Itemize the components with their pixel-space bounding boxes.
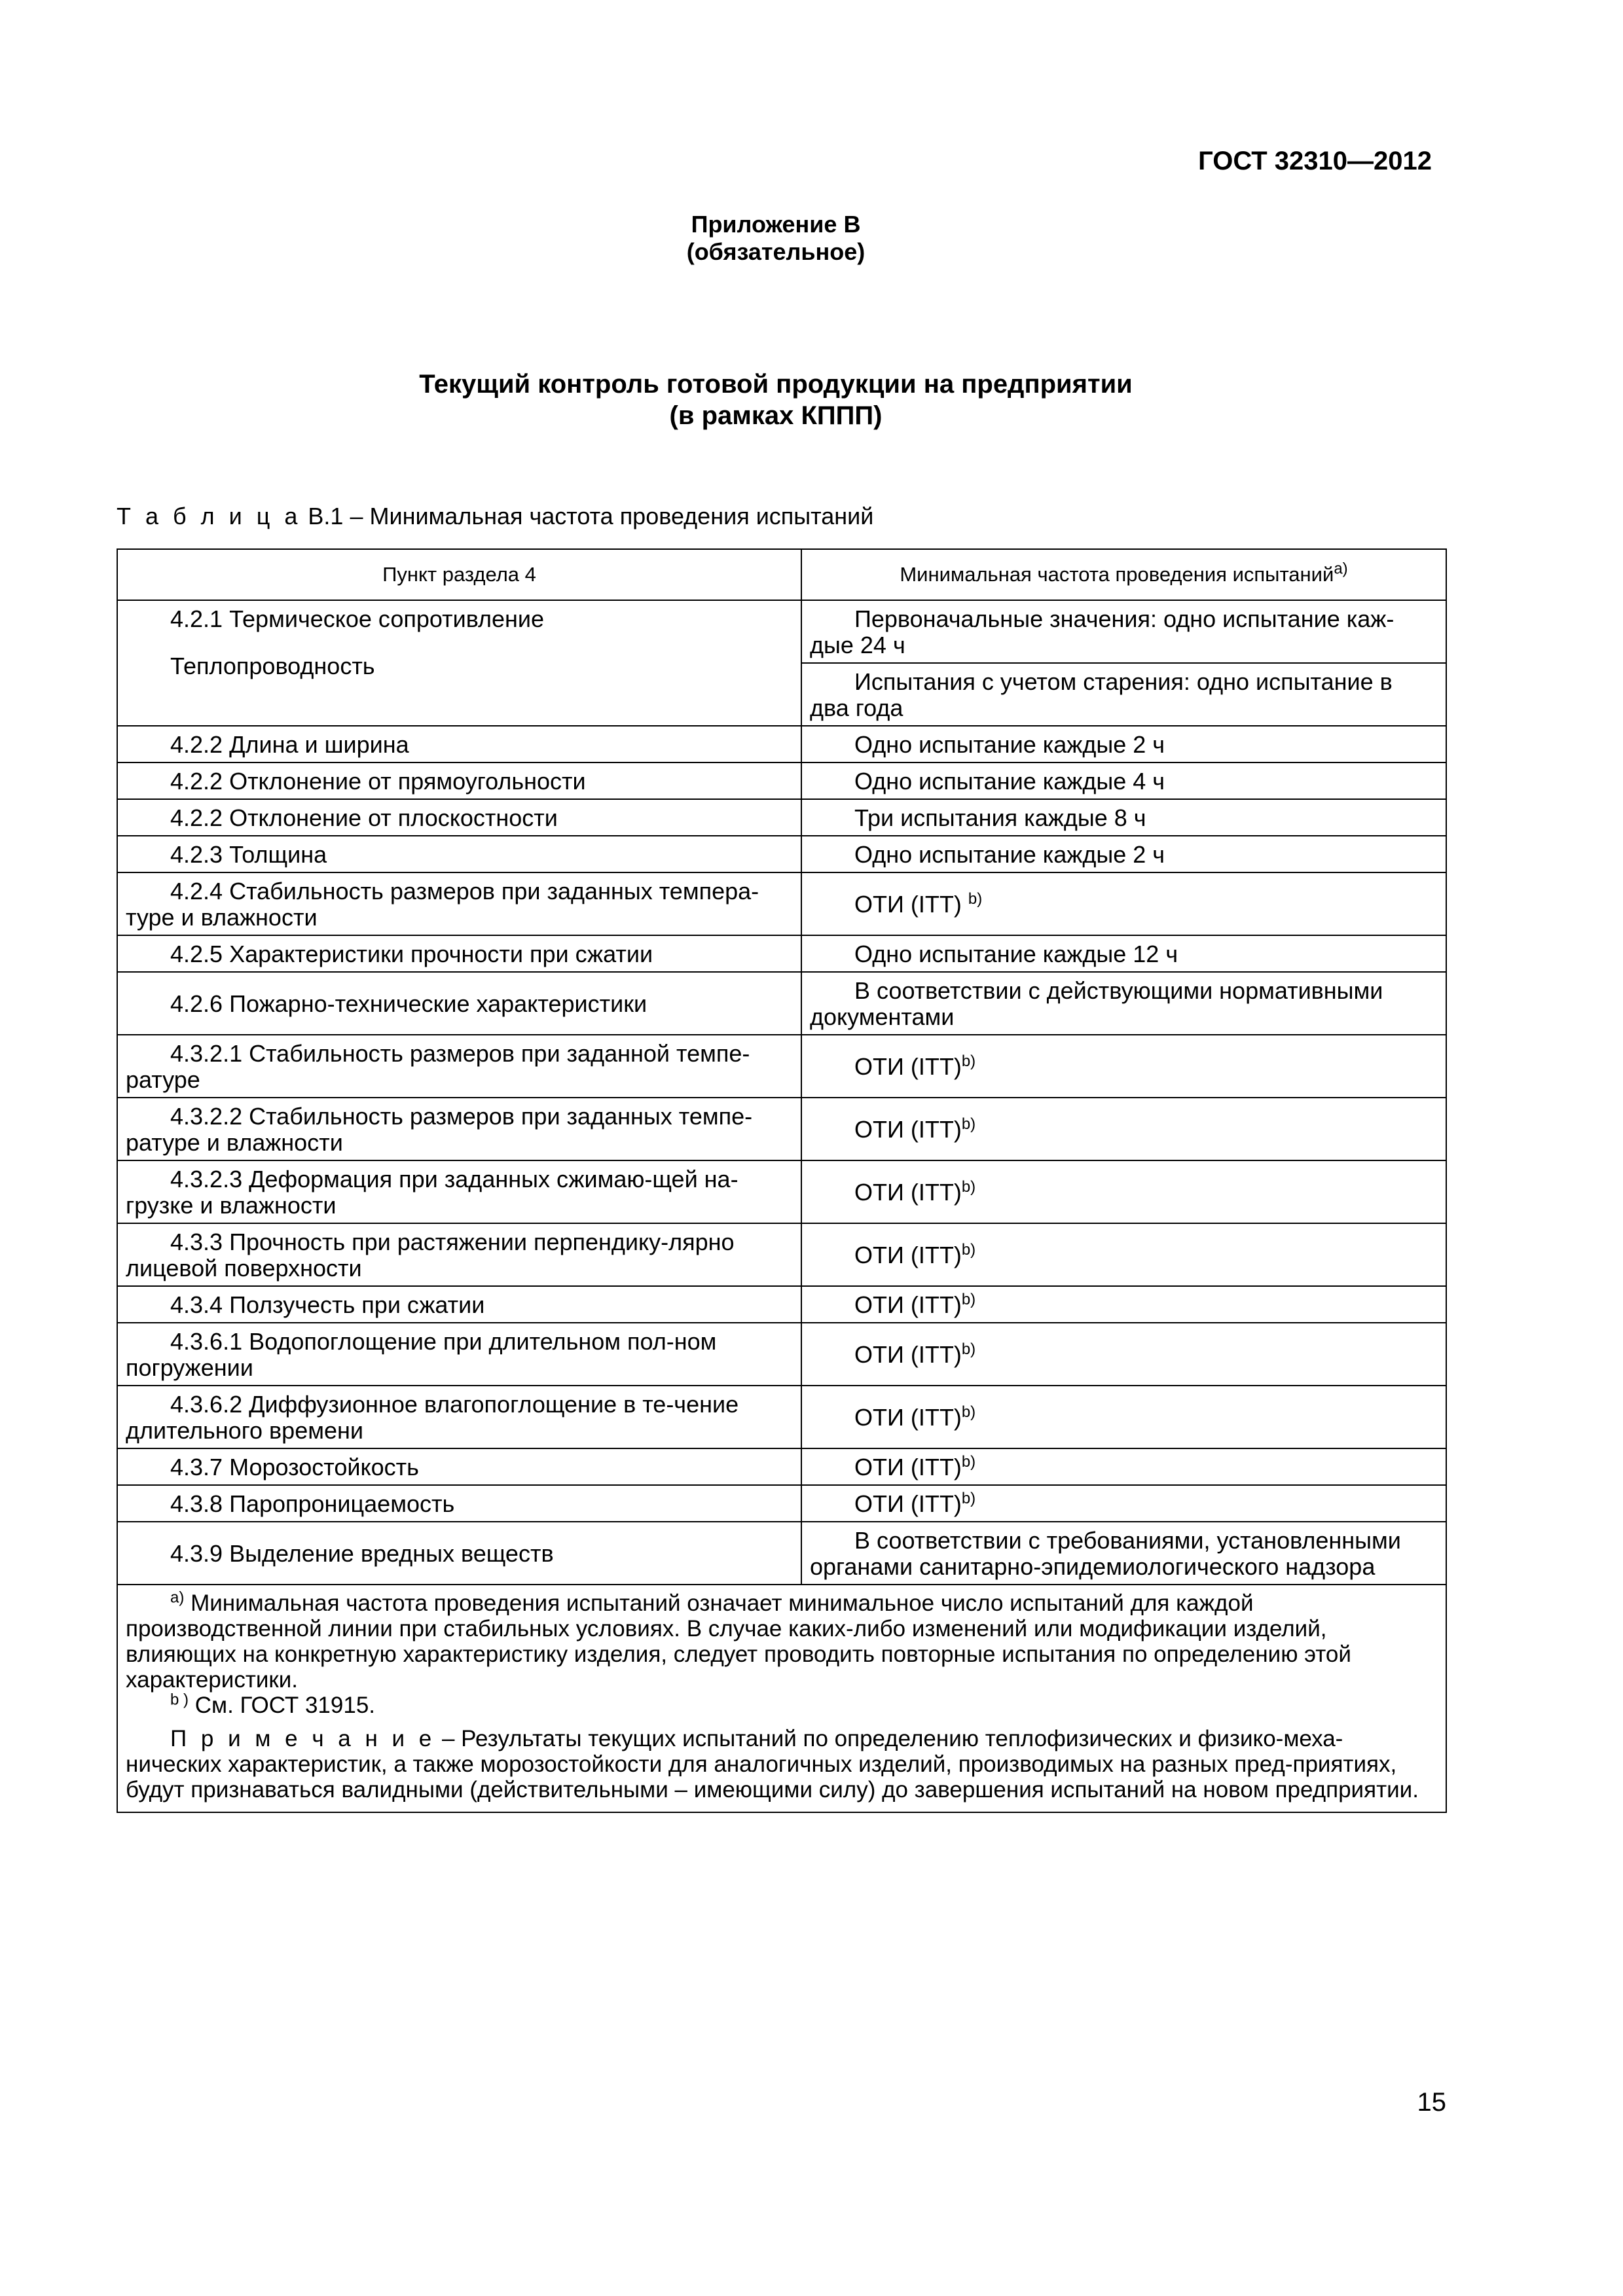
table-cell-item: 4.3.3 Прочность при растяжении перпендику-лярно лицевой поверхности — [117, 1223, 801, 1286]
table-cell-item: 4.2.2 Отклонение от плоскостности — [117, 799, 801, 836]
appendix-heading — [0, 211, 1552, 266]
appendix-title: Приложение В — [691, 211, 861, 238]
table-cell-frequency: Первоначальные значения: одно испытание каж-дые 24 ч — [801, 600, 1446, 663]
table-caption-prefix: Т а б л и ц а — [117, 503, 302, 529]
table-cell-item: 4.3.2.3 Деформация при заданных сжимаю-щей на-грузке и влажности — [117, 1160, 801, 1223]
page-title-line1: Текущий контроль готовой продукции на предприятии — [419, 370, 1133, 399]
table-caption-text: В.1 – Минимальная частота проведения испытаний — [301, 503, 874, 529]
table-footnotes-row — [117, 1585, 1446, 1812]
item-thermal-resistance: 4.2.1 Термическое сопротивление — [170, 605, 545, 632]
footnote-b-ref: b) — [961, 1115, 976, 1133]
frequency-table — [117, 548, 1447, 1813]
table-cell-frequency: Испытания с учетом старения: одно испытание в два года — [801, 663, 1446, 726]
table-row — [117, 872, 1446, 935]
footnote-b: $^{b )}$ См. ГОСТ 31915. — [170, 1691, 376, 1718]
table-row — [117, 726, 1446, 762]
table-cell-frequency: ОТИ (ITT)$^{b)}$ — [801, 1035, 1446, 1098]
table-row — [117, 935, 1446, 972]
table-cell-item: 4.3.7 Морозостойкость — [117, 1448, 801, 1485]
table-note: П р и м е ч а н и е – Результаты текущих испытаний по определению теплофизических и физико-меха-нических характеристик, а также морозостойкости для аналогичных изделий, производимых на разных пред-приятиях, будут признаваться валидными (действительными – имеющими силу) до завершения испытаний на новом предприятии. — [126, 1726, 1419, 1803]
table-cell-item: 4.3.2.1 Стабильность размеров при заданной темпе-ратуре — [117, 1035, 801, 1098]
page-number: 15 — [1417, 2088, 1446, 2117]
table-cell-item: 4.3.9 Выделение вредных веществ — [117, 1522, 801, 1585]
footnote-b-ref: b) — [961, 1178, 976, 1196]
table-caption — [117, 503, 873, 530]
table-cell-frequency: В соответствии с требованиями, установленными органами санитарно-эпидемиологического надзора — [801, 1522, 1446, 1585]
table-row — [117, 1223, 1446, 1286]
table-cell-item: 4.3.8 Паропроницаемость — [117, 1485, 801, 1522]
table-cell-frequency: ОТИ (ITT)$^{b)}$ — [801, 1098, 1446, 1160]
table-cell-item: 4.3.2.2 Стабильность размеров при заданных темпе-ратуре и влажности — [117, 1098, 801, 1160]
footnote-b-ref: b) — [961, 1490, 976, 1507]
table-cell-item — [117, 600, 801, 726]
table-row — [117, 836, 1446, 872]
table-cell-frequency: Одно испытание каждые 12 ч — [801, 935, 1446, 972]
footnote-b-ref: b) — [961, 1291, 976, 1308]
table-header-row — [117, 549, 1446, 600]
table-row — [117, 799, 1446, 836]
table-cell-frequency: ОТИ (ITT) $^{b)}$ — [801, 872, 1446, 935]
table-cell-frequency: ОТИ (ITT)$^{b)}$ — [801, 1386, 1446, 1448]
footnote-b-ref: b) — [968, 890, 983, 908]
table-row — [117, 1448, 1446, 1485]
table-row — [117, 1522, 1446, 1585]
table-cell-item: 4.2.4 Стабильность размеров при заданных темпера-туре и влажности — [117, 872, 801, 935]
table-header-frequency: Минимальная частота проведения испытаний$^{а)}$ — [801, 549, 1446, 600]
table-header-item: Пункт раздела 4 — [117, 549, 801, 600]
item-thermal-conductivity: Теплопроводность — [170, 653, 375, 679]
table-row — [117, 1323, 1446, 1386]
table-row — [117, 1098, 1446, 1160]
table-row — [117, 1035, 1446, 1098]
table-cell-frequency: ОТИ (ITT)$^{b)}$ — [801, 1485, 1446, 1522]
table-row — [117, 1160, 1446, 1223]
table-cell-frequency: ОТИ (ITT)$^{b)}$ — [801, 1448, 1446, 1485]
table-row — [117, 762, 1446, 799]
standard-number: ГОСТ 32310—2012 — [1198, 147, 1432, 175]
footnote-b-ref: b) — [961, 1052, 976, 1070]
table-row — [117, 1286, 1446, 1323]
table-cell-item: 4.2.5 Характеристики прочности при сжатии — [117, 935, 801, 972]
table-row — [117, 972, 1446, 1035]
table-cell-item: 4.3.4 Ползучесть при сжатии — [117, 1286, 801, 1323]
table-cell-frequency: Одно испытание каждые 2 ч — [801, 836, 1446, 872]
table-row — [117, 1485, 1446, 1522]
table-row — [117, 600, 1446, 663]
table-cell-item: 4.3.6.2 Диффузионное влагопоглощение в те-чение длительного времени — [117, 1386, 801, 1448]
table-cell-item: 4.2.2 Длина и ширина — [117, 726, 801, 762]
footnote-b-ref: b) — [961, 1340, 976, 1358]
table-cell-frequency: Три испытания каждые 8 ч — [801, 799, 1446, 836]
table-cell-frequency: Одно испытание каждые 2 ч — [801, 726, 1446, 762]
table-cell-frequency: ОТИ (ITT)$^{b)}$ — [801, 1286, 1446, 1323]
page-title-line2: (в рамках КППП) — [669, 401, 883, 430]
table-cell-frequency: ОТИ (ITT)$^{b)}$ — [801, 1223, 1446, 1286]
table-cell-frequency: ОТИ (ITT)$^{b)}$ — [801, 1323, 1446, 1386]
table-cell-item: 4.3.6.1 Водопоглощение при длительном пол-ном погружении — [117, 1323, 801, 1386]
footnote-a-ref: а) — [1334, 560, 1348, 578]
table-cell-item: 4.2.2 Отклонение от прямоугольности — [117, 762, 801, 799]
table-cell-frequency: Одно испытание каждые 4 ч — [801, 762, 1446, 799]
page-title — [0, 368, 1552, 431]
appendix-status: (обязательное) — [686, 238, 866, 265]
table-cell-frequency: ОТИ (ITT)$^{b)}$ — [801, 1160, 1446, 1223]
footnote-b-ref: b) — [961, 1241, 976, 1259]
table-cell-frequency: В соответствии с действующими нормативными документами — [801, 972, 1446, 1035]
table-cell-item: 4.2.3 Толщина — [117, 836, 801, 872]
footnote-a: $^{а)}$ Минимальная частота проведения испытаний означает минимальное число испытаний для каждой производственной линии при стабильных условиях. В случае каких-либо изменений или модификации изделий, влияющих на конкретную характеристику изделия, следует проводить повторные испытания по определению этой характеристики. — [126, 1588, 1351, 1693]
footnote-b-ref: b) — [961, 1453, 976, 1471]
footnote-b-ref: b) — [961, 1403, 976, 1421]
table-cell-item: 4.2.6 Пожарно-технические характеристики — [117, 972, 801, 1035]
table-footnotes — [117, 1585, 1446, 1812]
table-row — [117, 1386, 1446, 1448]
